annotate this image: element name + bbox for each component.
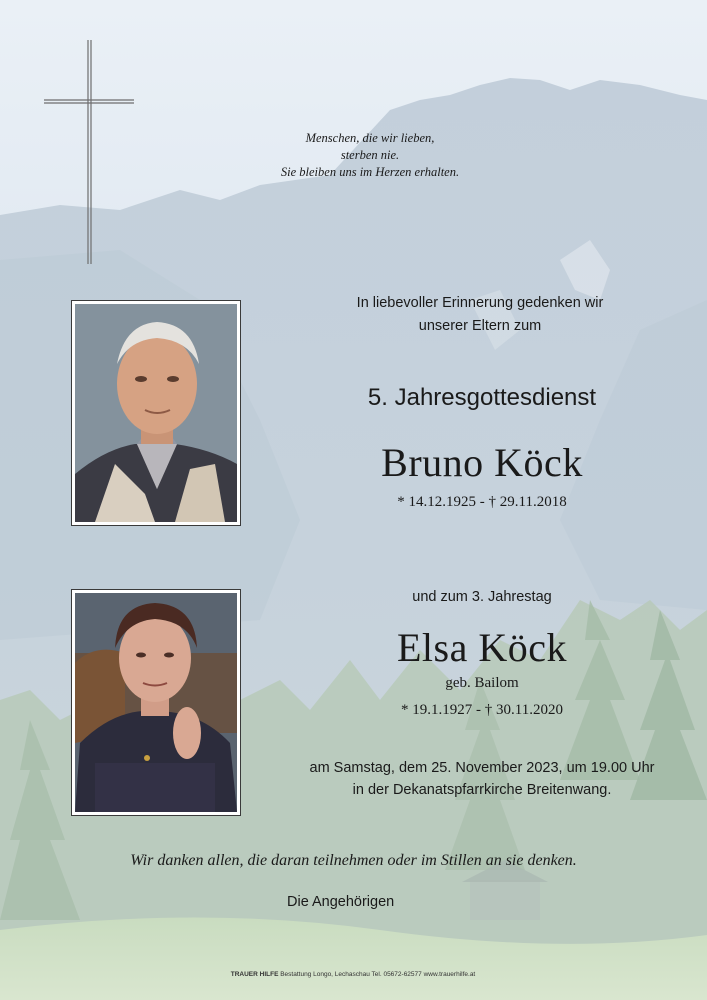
intro-text xyxy=(300,292,660,338)
photo-bruno xyxy=(71,300,241,526)
person-name-bruno: Bruno Köck xyxy=(381,440,583,485)
mass-details xyxy=(262,757,702,801)
service-title: 5. Jahresgottesdienst xyxy=(367,384,597,411)
footer-brand: TRAUER HILFE xyxy=(230,971,279,978)
quote-line-3: Sie bleiben uns im Herzen erhalten. xyxy=(280,165,460,179)
mass-line-1: am Samstag, dem 25. November 2023, um 19.00 Uhr xyxy=(309,760,655,776)
memorial-quote xyxy=(240,130,500,181)
person-name-elsa: Elsa Köck xyxy=(396,625,567,670)
thanks-text: Wir danken allen, die daran teilnehmen oder im Stillen an sie denken. xyxy=(130,852,577,869)
quote-line-1: Menschen, die wir lieben, xyxy=(305,131,435,145)
footer xyxy=(103,970,603,980)
maiden-name-elsa: geb. Bailom xyxy=(445,675,519,691)
mass-line-2: in der Dekanatspfarrkirche Breitenwang. xyxy=(352,782,612,798)
person-dates-elsa: * 19.1.1927 - † 30.11.2020 xyxy=(401,702,563,718)
anniversary-text: und zum 3. Jahrestag xyxy=(412,589,552,605)
signature-text: Die Angehörigen xyxy=(287,894,395,910)
cross-icon xyxy=(44,40,136,266)
photo-elsa xyxy=(71,589,241,816)
footer-details: Bestattung Longo, Lechaschau Tel. 05672-62577 www.trauerhilfe.at xyxy=(280,971,476,978)
intro-line-2: unserer Eltern zum xyxy=(418,318,542,334)
intro-line-1: In liebevoller Erinnerung gedenken wir xyxy=(356,295,604,311)
person-dates-bruno: * 14.12.1925 - † 29.11.2018 xyxy=(397,494,567,510)
quote-line-2: sterben nie. xyxy=(340,148,400,162)
